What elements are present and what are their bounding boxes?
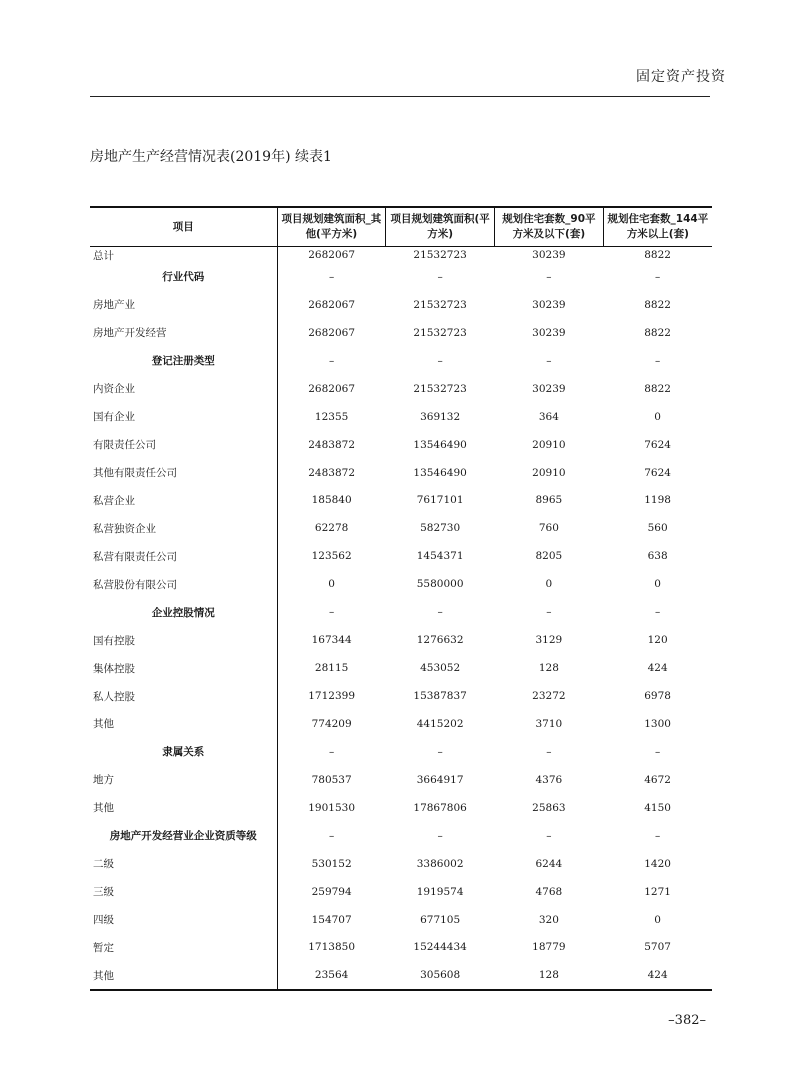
- table-cell: –: [546, 354, 552, 367]
- table-cell: 23272: [532, 690, 566, 703]
- table-row: [90, 906, 712, 934]
- row-label: 私营独资企业: [90, 514, 277, 542]
- table-cell: 638: [647, 550, 668, 563]
- table-cell: 6978: [644, 690, 671, 703]
- page-number: –382–: [668, 1013, 706, 1028]
- row-label: 私人控股: [90, 682, 277, 710]
- table-cell: 2682067: [308, 298, 355, 311]
- table-cell: 1198: [644, 494, 671, 507]
- table-cell: –: [655, 606, 661, 619]
- table-cell: –: [437, 745, 443, 758]
- row-label: 隶属关系: [90, 738, 277, 766]
- table-cell: 25863: [532, 801, 566, 814]
- table-cell: –: [329, 745, 335, 758]
- table-row: [90, 375, 712, 403]
- table-cell: 7624: [644, 466, 671, 479]
- table-cell: 8822: [644, 249, 671, 261]
- table-cell: –: [437, 354, 443, 367]
- table-cell: 1276632: [416, 634, 464, 647]
- table-cell: –: [655, 745, 661, 758]
- table-row: [90, 710, 712, 738]
- table-row: [90, 291, 712, 319]
- row-label: 其他: [90, 794, 277, 822]
- table-cell: –: [655, 829, 661, 842]
- table-cell: 1712399: [308, 690, 355, 703]
- table-cell: 3129: [535, 634, 563, 647]
- column-header-item: 项目: [90, 207, 277, 247]
- table-cell: 0: [545, 578, 553, 591]
- table-cell: –: [437, 829, 443, 842]
- row-label: 房地产业: [90, 291, 277, 319]
- table-cell: 15244434: [413, 941, 467, 954]
- table-cell: 364: [538, 410, 559, 423]
- table-cell: 0: [654, 578, 661, 591]
- table-cell: 185840: [311, 494, 352, 507]
- table-cell: 30239: [532, 326, 566, 339]
- table-cell: 120: [647, 634, 668, 647]
- table-row: [90, 878, 712, 906]
- column-header-other-area: 项目规划建筑面积_其他(平方米): [277, 207, 386, 247]
- table-cell: 259794: [311, 885, 352, 898]
- row-label: 房地产开发经营: [90, 319, 277, 347]
- table-cell: –: [655, 270, 661, 283]
- table-cell: 30239: [532, 382, 566, 395]
- table-cell: 154707: [311, 913, 352, 926]
- table-cell: 13546490: [413, 438, 467, 451]
- table-cell: 12355: [314, 410, 349, 423]
- table-cell: –: [437, 270, 443, 283]
- table-row: [90, 403, 712, 431]
- table-cell: 18779: [532, 941, 566, 954]
- table-cell: 774209: [311, 717, 352, 730]
- table-cell: 20910: [532, 438, 566, 451]
- table-cell: 6244: [535, 857, 563, 870]
- table-cell: 7617101: [416, 494, 464, 507]
- table-cell: 0: [654, 410, 661, 423]
- table-cell: 2682067: [308, 382, 355, 395]
- table-cell: 3664917: [416, 773, 464, 786]
- table-row: [90, 850, 712, 878]
- table-cell: 4150: [644, 801, 671, 814]
- row-label: 三级: [90, 878, 277, 906]
- table-row: [90, 263, 712, 291]
- statistics-table: [90, 206, 712, 991]
- table-body: [90, 247, 712, 991]
- header-rule: [90, 96, 710, 97]
- row-label: 私营企业: [90, 487, 277, 515]
- row-label: 房地产开发经营业企业资质等级: [90, 822, 277, 850]
- table-cell: –: [546, 745, 552, 758]
- table-cell: 582730: [420, 522, 461, 535]
- table-cell: 560: [647, 522, 668, 535]
- table-row: [90, 934, 712, 962]
- table-cell: 4415202: [416, 717, 464, 730]
- table-cell: 5580000: [416, 578, 464, 591]
- row-label: 国有控股: [90, 626, 277, 654]
- table-cell: 3710: [535, 717, 563, 730]
- table-title: 房地产生产经营情况表(2019年) 续表1: [90, 149, 332, 165]
- table-cell: 123562: [311, 550, 352, 563]
- table-cell: 424: [603, 961, 712, 990]
- table-cell: 1713850: [308, 941, 355, 954]
- table-cell: 8205: [535, 550, 563, 563]
- table-cell: –: [329, 606, 335, 619]
- table-cell: 7624: [644, 438, 671, 451]
- table-row: [90, 570, 712, 598]
- row-label: 登记注册类型: [90, 347, 277, 375]
- table-cell: –: [546, 829, 552, 842]
- table-cell: 15387837: [413, 690, 467, 703]
- table-row: [90, 247, 712, 264]
- row-label: 集体控股: [90, 654, 277, 682]
- table-cell: 28115: [314, 662, 349, 675]
- table-cell: 21532723: [413, 326, 467, 339]
- table-cell: 305608: [386, 961, 495, 990]
- table-cell: –: [329, 354, 335, 367]
- row-label: 其他有限责任公司: [90, 459, 277, 487]
- table-cell: 2682067: [308, 249, 355, 261]
- table-cell: 167344: [311, 634, 352, 647]
- table-cell: 13546490: [413, 466, 467, 479]
- table-cell: 62278: [314, 522, 349, 535]
- table-cell: 760: [538, 522, 559, 535]
- row-label: 私营股份有限公司: [90, 570, 277, 598]
- table-row: [90, 794, 712, 822]
- table-cell: 1454371: [416, 550, 464, 563]
- table-row: [90, 459, 712, 487]
- table-cell: 0: [328, 578, 335, 591]
- table-cell: 2483872: [308, 466, 355, 479]
- page-header: 固定资产投资: [636, 69, 726, 85]
- row-label: 其他: [90, 710, 277, 738]
- table-cell: 0: [654, 913, 661, 926]
- row-label: 暂定: [90, 934, 277, 962]
- table-cell: 320: [538, 913, 559, 926]
- table-cell: 1420: [644, 857, 671, 870]
- table-row: [90, 738, 712, 766]
- table-cell: 23564: [277, 961, 386, 990]
- table-cell: 4672: [644, 773, 671, 786]
- table-cell: –: [329, 270, 335, 283]
- table-cell: 677105: [420, 913, 461, 926]
- table-cell: 5707: [644, 941, 671, 954]
- table-cell: 8822: [644, 326, 671, 339]
- table-row: [90, 347, 712, 375]
- table-cell: 8822: [644, 382, 671, 395]
- table-cell: 30239: [532, 298, 566, 311]
- table-cell: 30239: [532, 249, 566, 261]
- table-cell: –: [329, 829, 335, 842]
- table-cell: 21532723: [413, 249, 467, 261]
- table-cell: 21532723: [413, 382, 467, 395]
- table-cell: 1919574: [416, 885, 464, 898]
- row-label: 地方: [90, 766, 277, 794]
- table-row: [90, 514, 712, 542]
- table-row: [90, 487, 712, 515]
- row-label: 二级: [90, 850, 277, 878]
- row-label: 有限责任公司: [90, 431, 277, 459]
- table-cell: 20910: [532, 466, 566, 479]
- row-label: 四级: [90, 906, 277, 934]
- table-cell: –: [655, 354, 661, 367]
- row-label: 其他: [90, 961, 277, 990]
- table-row: [90, 626, 712, 654]
- table-row: [90, 542, 712, 570]
- table-cell: –: [437, 606, 443, 619]
- table-cell: 128: [495, 961, 604, 990]
- table-cell: 3386002: [416, 857, 464, 870]
- column-header-units-90-below: 规划住宅套数_90平方米及以下(套): [495, 207, 604, 247]
- table-row: [90, 682, 712, 710]
- table-cell: 1901530: [308, 801, 355, 814]
- row-label: 行业代码: [90, 263, 277, 291]
- table-cell: 1271: [644, 885, 671, 898]
- table-cell: 530152: [311, 857, 352, 870]
- table-cell: 1300: [644, 717, 671, 730]
- table-cell: 424: [647, 662, 668, 675]
- row-label: 私营有限责任公司: [90, 542, 277, 570]
- table-cell: 17867806: [413, 801, 467, 814]
- table-row: [90, 961, 712, 990]
- table-cell: 4768: [535, 885, 563, 898]
- table-row: [90, 319, 712, 347]
- table-cell: 2483872: [308, 438, 355, 451]
- table-cell: 2682067: [308, 326, 355, 339]
- table-cell: 21532723: [413, 298, 467, 311]
- column-header-planned-area: 项目规划建筑面积(平方米): [386, 207, 495, 247]
- row-label: 总计: [90, 247, 277, 264]
- table-cell: 128: [538, 662, 559, 675]
- row-label: 内资企业: [90, 375, 277, 403]
- table-cell: 369132: [420, 410, 461, 423]
- column-header-units-144-above: 规划住宅套数_144平方米以上(套): [603, 207, 712, 247]
- table-cell: 8822: [644, 298, 671, 311]
- table-row: [90, 431, 712, 459]
- table-cell: –: [546, 606, 552, 619]
- table-cell: 8965: [535, 494, 563, 507]
- table-row: [90, 598, 712, 626]
- row-label: 企业控股情况: [90, 598, 277, 626]
- table-cell: 4376: [535, 773, 563, 786]
- row-label: 国有企业: [90, 403, 277, 431]
- table-row: [90, 822, 712, 850]
- table-row: [90, 654, 712, 682]
- table-cell: 453052: [420, 662, 461, 675]
- table-cell: –: [546, 270, 552, 283]
- table-row: [90, 766, 712, 794]
- table-cell: 780537: [311, 773, 352, 786]
